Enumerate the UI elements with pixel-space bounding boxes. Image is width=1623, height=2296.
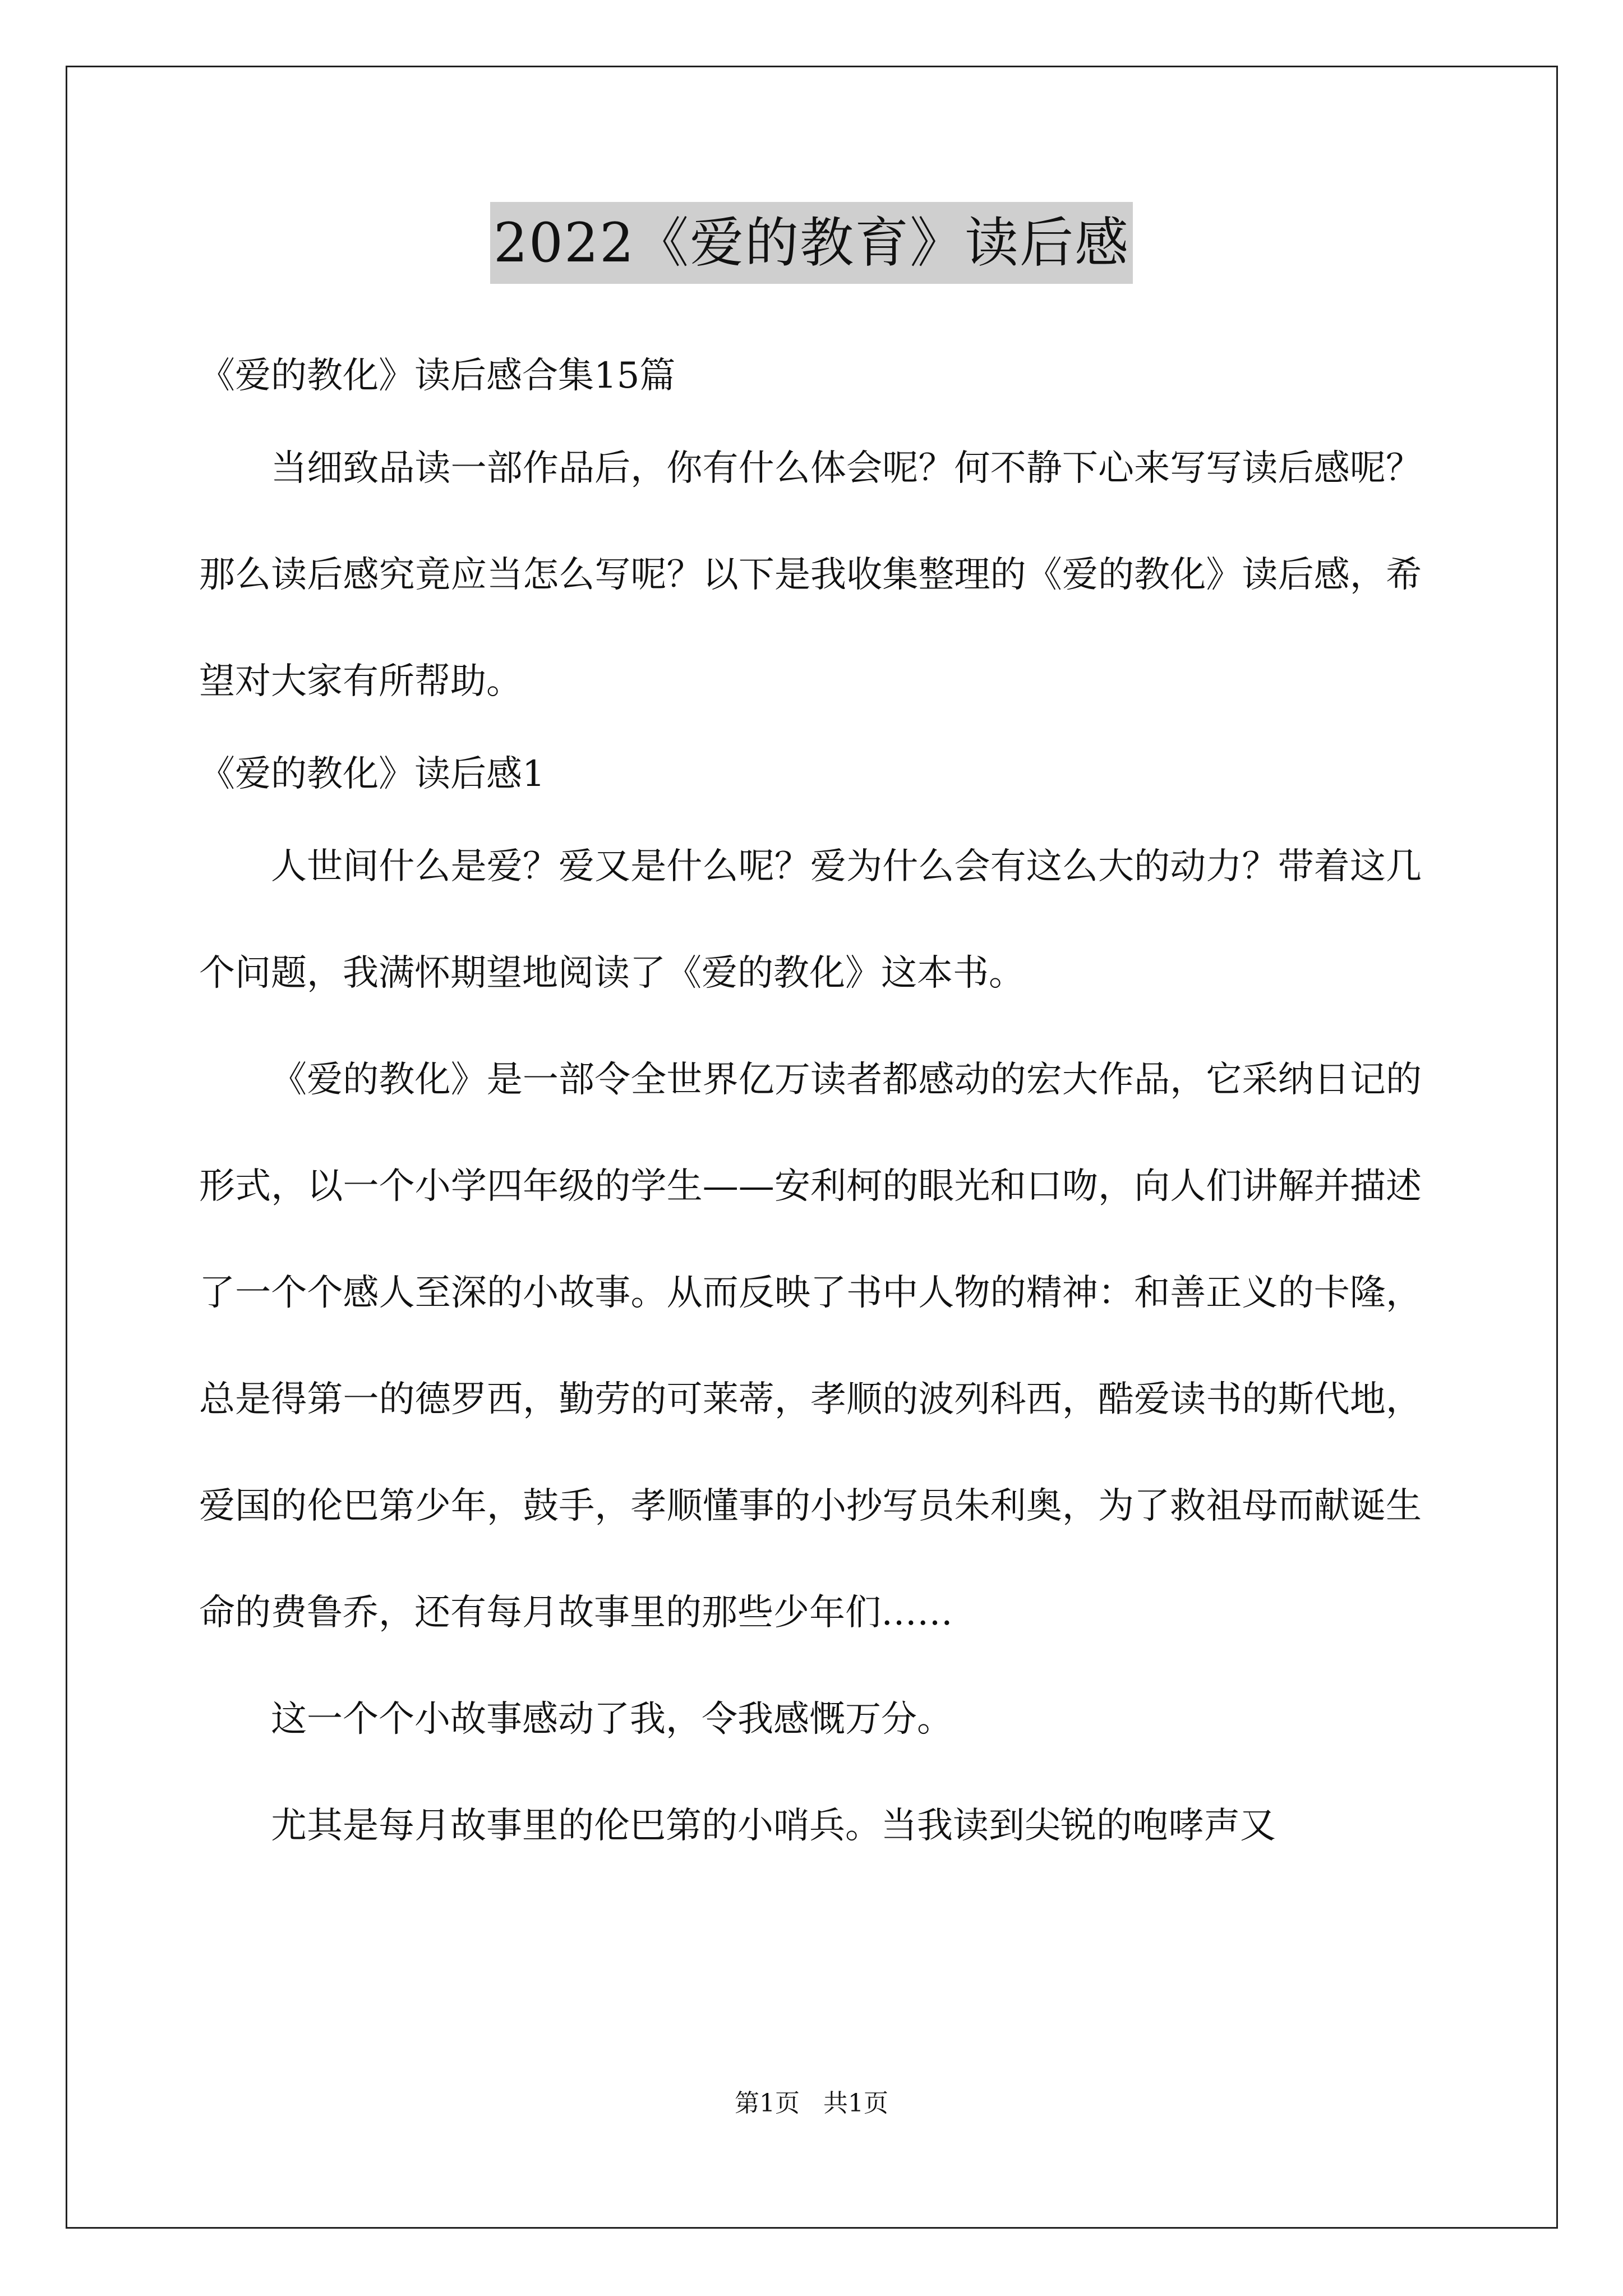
document-body — [199, 337, 1422, 1879]
section-heading: 《爱的教化》读后感1 — [199, 753, 545, 795]
body-paragraph-1: 人世间什么是爱？爱又是什么呢？爱为什么会有这么大的动力？带着这几个问题，我满怀期望地阅读了《爱的教化》这本书。 — [199, 846, 1422, 994]
intro-paragraph: 当细致品读一部作品后，你有什么体会呢？何不静下心来写写读后感呢？那么读后感究竟应当怎么写呢？以下是我收集整理的《爱的教化》读后感，希望对大家有所帮助。 — [199, 448, 1422, 702]
page-number-footer: 第1页 共1页 — [735, 2089, 888, 2118]
document-title: 2022《爱的教育》读后感 — [490, 202, 1133, 284]
collection-subtitle: 《爱的教化》读后感合集15篇 — [199, 355, 676, 397]
title-container — [0, 202, 1623, 284]
body-paragraph-2: 《爱的教化》是一部令全世界亿万读者都感动的宏大作品，它采纳日记的形式，以一个小学四年级的学生——安利柯的眼光和口吻，向人们讲解并描述了一个个感人至深的小故事。从而反映了书中人物的精神：和善正义的卡隆，总是得第一的德罗西，勤劳的可莱蒂，孝顺的波列科西，酷爱读书的斯代地，爱国的伦巴第少年，鼓手，孝顺懂事的小抄写员朱利奥，为了救祖母而献诞生命的费鲁乔，还有每月故事里的那些少年们…… — [199, 1059, 1422, 1634]
body-paragraph-3: 这一个个小故事感动了我，令我感慨万分。 — [271, 1699, 953, 1740]
body-paragraph-4: 尤其是每月故事里的伦巴第的小哨兵。当我读到尖锐的咆哮声又 — [271, 1805, 1276, 1847]
